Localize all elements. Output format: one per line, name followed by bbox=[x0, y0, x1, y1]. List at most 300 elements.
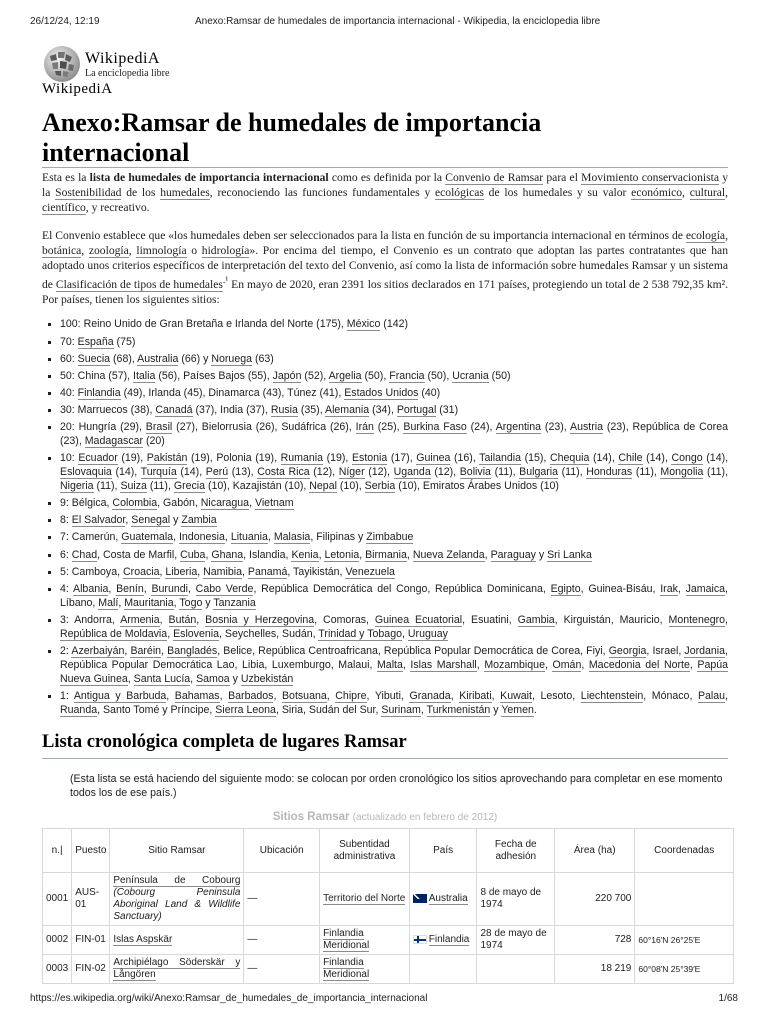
country-text: (10), bbox=[336, 480, 365, 493]
country-text: , bbox=[125, 514, 132, 527]
cell-coord-text: 60°16′N 26°25′E bbox=[638, 935, 701, 945]
country-text: , bbox=[267, 531, 274, 544]
country-text: , bbox=[420, 703, 427, 716]
country-link[interactable]: Congo bbox=[671, 452, 703, 465]
country-text: (23), República de Corea (23), bbox=[60, 421, 728, 448]
country-link[interactable]: Perú bbox=[205, 466, 229, 479]
country-text: , bbox=[196, 613, 206, 626]
country-link[interactable]: Zimbabue bbox=[366, 531, 414, 544]
header-puesto[interactable]: Puesto bbox=[72, 829, 110, 873]
country-link[interactable]: Rumania bbox=[280, 452, 323, 465]
country-link[interactable]: Botsuana bbox=[281, 689, 327, 702]
country-link[interactable]: Baréin bbox=[130, 644, 162, 657]
table-caption-title: Sitios Ramsar bbox=[272, 811, 350, 823]
country-link[interactable]: Zambia bbox=[181, 514, 217, 527]
cell-area bbox=[555, 955, 635, 984]
link-movimiento-conservacionista[interactable]: Movimiento conservacionista bbox=[581, 171, 719, 184]
cell-pais-link[interactable]: Australia bbox=[428, 893, 468, 904]
cell-pais[interactable] bbox=[409, 926, 477, 955]
country-link[interactable]: Letonia bbox=[324, 548, 360, 561]
cell-area bbox=[555, 926, 635, 955]
country-text: Hungría (29), bbox=[78, 421, 146, 434]
country-group-item bbox=[42, 613, 728, 641]
convention-text: El Convenio establece que «los humedales deben ser seleccionados para la lista en función de su importancia internacional en términos de bbox=[42, 228, 686, 242]
country-text: (17), bbox=[387, 452, 417, 465]
country-link[interactable]: Mauritania bbox=[124, 596, 174, 609]
country-link[interactable]: Armenia bbox=[120, 613, 160, 626]
link-economico[interactable]: económico bbox=[631, 186, 683, 200]
country-text: (10), Emiratos Árabes Unidos (10) bbox=[395, 480, 559, 493]
country-link[interactable]: Eslovenia bbox=[173, 627, 220, 640]
header-coordenadas[interactable]: Coordenadas bbox=[635, 829, 734, 873]
country-link[interactable]: Ucrania bbox=[452, 369, 489, 382]
print-page-number: 1/68 bbox=[718, 993, 738, 1004]
country-link[interactable]: Brasil bbox=[145, 421, 173, 434]
country-link[interactable]: Níger bbox=[338, 466, 365, 479]
country-text: , bbox=[197, 565, 204, 578]
country-text: (23), bbox=[541, 421, 570, 434]
country-text: , bbox=[219, 689, 229, 702]
print-header bbox=[30, 16, 738, 27]
country-link[interactable]: Bahamas bbox=[174, 689, 220, 702]
page-title: Anexo:Ramsar de humedales de importancia internacional bbox=[42, 108, 542, 167]
header-n[interactable]: n.| bbox=[43, 829, 72, 873]
cell-subentidad[interactable] bbox=[320, 955, 410, 984]
header-fecha[interactable]: Fecha de adhesión bbox=[477, 829, 555, 873]
country-link[interactable]: Jamaica bbox=[685, 582, 726, 595]
print-footer bbox=[30, 993, 738, 1004]
country-text: , Filipinas y bbox=[310, 531, 367, 544]
country-link[interactable]: Guinea Ecuatorial bbox=[374, 613, 463, 626]
country-text: , Guinea-Bisáu, bbox=[580, 582, 661, 595]
country-link[interactable]: Bosnia y Herzegovina bbox=[205, 613, 315, 626]
country-text: (11), bbox=[93, 480, 121, 493]
country-link[interactable]: Uganda bbox=[393, 466, 431, 479]
print-url: https://es.wikipedia.org/wiki/Anexo:Ramsar_de_humedales_de_importancia_internacional bbox=[30, 993, 428, 1004]
country-text: , bbox=[406, 548, 413, 561]
country-text: (16), bbox=[450, 452, 480, 465]
country-group-item bbox=[42, 644, 728, 686]
country-link[interactable]: Lituania bbox=[230, 531, 268, 544]
country-text: (11), bbox=[490, 466, 520, 479]
country-text: , bbox=[143, 582, 152, 595]
country-text: Reino Unido de Gran Bretaña e Irlanda del Norte bbox=[83, 318, 314, 331]
country-group-item bbox=[42, 548, 728, 562]
cell-puesto-text: AUS-01 bbox=[75, 887, 100, 910]
wikipedia-wordmark-secondary: WikipediA bbox=[42, 81, 113, 97]
country-link[interactable]: Panamá bbox=[247, 565, 288, 578]
intro-text: , bbox=[725, 186, 729, 200]
country-link[interactable]: Chad bbox=[71, 548, 98, 561]
country-text: (11), bbox=[703, 466, 729, 479]
table-caption bbox=[42, 811, 728, 823]
country-text: (13), bbox=[228, 466, 258, 479]
country-text: , República Popular Democrática Lao, Libia, Luxemburgo, Malaui, bbox=[60, 644, 728, 671]
country-link[interactable]: Ruanda bbox=[60, 703, 98, 716]
country-text: , Lesoto, bbox=[531, 689, 581, 702]
country-group-count: 4: bbox=[60, 582, 74, 595]
country-text: (14), bbox=[176, 466, 206, 479]
country-group-item bbox=[42, 496, 728, 510]
country-text: , bbox=[725, 613, 728, 626]
country-link[interactable]: Bolivia bbox=[459, 466, 491, 479]
cell-coord bbox=[635, 926, 734, 955]
country-link[interactable]: Argentina bbox=[495, 421, 542, 434]
convention-text: En mayo de 2020, eran 2391 los sitios declarados en 171 países, protegiendo un total de 2 538 792,35 km². Por países, tienen los siguientes sitios: bbox=[42, 278, 729, 307]
country-link[interactable]: Malí bbox=[98, 596, 119, 609]
country-link[interactable]: Cabo Verde bbox=[195, 582, 254, 595]
country-text: , Belice, República Centroafricana, República Popular Democrática de Corea, Fiyi, bbox=[217, 644, 609, 657]
country-link[interactable]: Islas Marshall bbox=[410, 658, 477, 671]
cell-puesto bbox=[72, 873, 110, 926]
country-link[interactable]: Samoa bbox=[196, 672, 230, 685]
cell-sitio[interactable] bbox=[110, 873, 244, 926]
cell-sitio[interactable] bbox=[110, 955, 244, 984]
country-link[interactable]: Nepal bbox=[309, 480, 337, 493]
country-link[interactable]: Paraguay bbox=[490, 548, 536, 561]
intro-text: , bbox=[682, 186, 690, 200]
country-link[interactable]: Santa Lucía bbox=[133, 672, 191, 685]
country-text: , bbox=[476, 658, 485, 671]
country-link[interactable]: México bbox=[346, 318, 381, 331]
cell-area-text: 220 700 bbox=[595, 893, 632, 904]
country-link[interactable]: Burkina Faso bbox=[403, 421, 467, 434]
country-link[interactable]: Irán bbox=[355, 421, 374, 434]
country-text: , bbox=[118, 596, 125, 609]
intro-text: y la bbox=[42, 171, 728, 200]
country-link[interactable]: Macedonia del Norte bbox=[588, 658, 690, 671]
link-humedales[interactable]: humedales bbox=[160, 186, 210, 200]
country-link[interactable]: Noruega bbox=[211, 352, 252, 365]
intro-text: para el bbox=[543, 171, 582, 184]
country-link[interactable]: Ghana bbox=[211, 548, 244, 561]
cell-subentidad[interactable] bbox=[320, 873, 410, 926]
country-link[interactable]: Kiribati bbox=[459, 689, 492, 702]
reference-1[interactable]: .¹ bbox=[222, 275, 229, 287]
country-group-item bbox=[42, 403, 728, 417]
country-link[interactable]: Bangladés bbox=[167, 644, 218, 657]
country-link[interactable]: Grecia bbox=[173, 480, 206, 493]
finland-flag-icon bbox=[413, 935, 427, 944]
country-text: Camboya, bbox=[71, 565, 124, 578]
country-text: (10), Kazajistán (10), bbox=[205, 480, 310, 493]
country-link[interactable]: Egipto bbox=[550, 582, 581, 595]
cell-ubicacion-text: — bbox=[247, 893, 258, 904]
country-text: , Islandia, bbox=[243, 548, 292, 561]
country-link[interactable]: Guatemala bbox=[121, 531, 174, 544]
country-text: (175), bbox=[313, 318, 347, 331]
country-link[interactable]: Irak bbox=[660, 582, 678, 595]
country-link[interactable]: Ecuador bbox=[78, 452, 118, 465]
cell-ubicacion bbox=[244, 873, 320, 926]
country-link[interactable]: Serbia bbox=[364, 480, 396, 493]
country-text: (14), bbox=[702, 452, 729, 465]
cell-pais-link[interactable]: Finlandia bbox=[428, 934, 470, 945]
country-group-count: 5: bbox=[60, 565, 72, 578]
country-link[interactable]: Honduras bbox=[586, 466, 633, 479]
country-link[interactable]: Austria bbox=[570, 421, 603, 434]
country-link[interactable]: Uzbekistán bbox=[240, 672, 294, 685]
country-link[interactable]: República de Moldavia bbox=[60, 627, 168, 640]
country-link[interactable]: Antigua y Barbuda bbox=[73, 689, 167, 702]
country-link[interactable]: Nueva Zelanda bbox=[412, 548, 485, 561]
country-group-count: 10: bbox=[60, 452, 79, 465]
cell-subentidad[interactable] bbox=[320, 926, 410, 955]
country-link[interactable]: Nicaragua bbox=[200, 497, 250, 510]
country-link[interactable]: Pakistán bbox=[146, 452, 188, 465]
country-link[interactable]: Granada bbox=[409, 689, 451, 702]
country-link[interactable]: Suecia bbox=[77, 352, 111, 365]
country-text: (56), Países Bajos (55), bbox=[155, 369, 273, 382]
country-link[interactable]: Senegal bbox=[131, 514, 171, 527]
country-link[interactable]: Alemania bbox=[325, 403, 370, 416]
country-link[interactable]: Chequia bbox=[549, 452, 590, 465]
intro-text: , reconociendo las funciones fundamentales y bbox=[209, 186, 435, 200]
country-link[interactable]: España bbox=[77, 335, 114, 348]
country-link[interactable]: Kenia bbox=[291, 548, 319, 561]
country-link[interactable]: Sierra Leona bbox=[215, 703, 276, 716]
cell-pais[interactable] bbox=[409, 955, 477, 984]
link-cientifico[interactable]: científico bbox=[42, 201, 86, 215]
country-link[interactable]: Japón bbox=[272, 369, 302, 382]
cell-n-text: 0003 bbox=[46, 963, 69, 974]
link-limnologia[interactable]: limnología bbox=[136, 243, 187, 257]
country-text: , bbox=[159, 613, 169, 626]
intro-paragraph bbox=[42, 170, 728, 216]
cell-n bbox=[43, 955, 72, 984]
country-group-item bbox=[42, 565, 728, 579]
country-text: y bbox=[535, 548, 548, 561]
link-ecologicas[interactable]: ecológicas bbox=[435, 186, 484, 200]
convention-text: o bbox=[186, 243, 202, 257]
country-link[interactable]: Venezuela bbox=[345, 565, 395, 578]
country-text: , bbox=[326, 689, 336, 702]
cell-sitio-note: (Cobourg Peninsula Aboriginal Land & Wildlife Sanctuary) bbox=[113, 887, 241, 922]
cell-subentidad-link[interactable]: Territorio del Norte bbox=[323, 893, 406, 904]
cell-n bbox=[43, 926, 72, 955]
link-clasificacion-humedales[interactable]: Clasificación de tipos de humedales bbox=[55, 278, 223, 292]
country-link[interactable]: Estados Unidos bbox=[344, 386, 419, 399]
cell-fecha bbox=[477, 955, 555, 984]
country-text: , bbox=[402, 627, 408, 640]
country-link[interactable]: Chile bbox=[618, 452, 643, 465]
country-link[interactable]: Liechtenstein bbox=[580, 689, 644, 702]
link-ecologia[interactable]: ecología bbox=[685, 228, 726, 242]
country-link[interactable]: Surinam bbox=[381, 703, 421, 716]
header-ubicacion[interactable]: Ubicación bbox=[244, 829, 320, 873]
cell-sitio-link[interactable]: Península de Cobourg bbox=[113, 875, 241, 886]
country-link[interactable]: Australia bbox=[137, 352, 179, 365]
intro-bold: lista de humedales de importancia internacional bbox=[89, 171, 329, 184]
country-group-count: 6: bbox=[60, 548, 72, 561]
country-group-item bbox=[42, 530, 728, 544]
wikipedia-globe-icon bbox=[42, 44, 82, 84]
country-link[interactable]: Burundi bbox=[151, 582, 188, 595]
country-text: , bbox=[359, 548, 366, 561]
country-link[interactable]: Yemen bbox=[501, 703, 534, 716]
cell-subentidad-link[interactable]: Finlandia Meridional bbox=[323, 928, 370, 951]
cell-subentidad-link[interactable]: Finlandia Meridional bbox=[323, 957, 370, 980]
country-link[interactable]: Croacia bbox=[123, 565, 160, 578]
header-area[interactable]: Área (ha) bbox=[555, 829, 635, 873]
country-link[interactable]: Albania bbox=[73, 582, 109, 595]
intro-text: , y recreativo. bbox=[85, 201, 150, 215]
country-text: (25), bbox=[373, 421, 404, 434]
country-text: , República Democrática del Congo, República Dominicana, bbox=[253, 582, 551, 595]
country-text: (63) bbox=[252, 352, 274, 365]
cell-pais[interactable] bbox=[409, 873, 477, 926]
cell-area bbox=[555, 873, 635, 926]
country-text: (11), bbox=[146, 480, 174, 493]
country-link[interactable]: Finlandia bbox=[77, 386, 121, 399]
country-link[interactable]: Guinea bbox=[416, 452, 451, 465]
country-text: (19), Polonia (19), bbox=[187, 452, 281, 465]
link-botanica[interactable]: botánica bbox=[42, 243, 82, 257]
country-link[interactable]: Mozambique bbox=[484, 658, 545, 671]
country-link[interactable]: Papúa Nueva Guinea bbox=[60, 658, 729, 685]
country-link[interactable]: Namibia bbox=[203, 565, 242, 578]
country-link[interactable]: Barbados bbox=[228, 689, 274, 702]
country-text: (49), Irlanda (45), Dinamarca (43), Túnez (41), bbox=[120, 386, 345, 399]
country-group-item bbox=[42, 451, 728, 493]
intro-text: de los bbox=[121, 186, 161, 200]
country-link[interactable]: Azerbaiyán bbox=[71, 644, 125, 657]
table-row bbox=[43, 955, 734, 984]
country-link[interactable]: Bután bbox=[168, 613, 197, 626]
country-text: (14), bbox=[111, 466, 141, 479]
country-link[interactable]: Sri Lanka bbox=[547, 548, 592, 561]
country-text: y bbox=[170, 514, 182, 527]
country-link[interactable]: Turkmenistán bbox=[426, 703, 491, 716]
country-link[interactable]: Turquía bbox=[140, 466, 177, 479]
country-link[interactable]: Chipre bbox=[335, 689, 367, 702]
country-text: , Siria, Sudán del Sur, bbox=[275, 703, 382, 716]
country-text: , bbox=[318, 548, 325, 561]
country-text: (12), bbox=[309, 466, 339, 479]
country-text: , bbox=[491, 689, 501, 702]
country-link[interactable]: Gambia bbox=[517, 613, 555, 626]
country-link[interactable]: Vietnam bbox=[254, 497, 294, 510]
country-link[interactable]: Togo bbox=[179, 596, 203, 609]
cell-fecha bbox=[477, 873, 555, 926]
country-text: , bbox=[190, 672, 197, 685]
ramsar-sites-table bbox=[42, 828, 734, 984]
cell-puesto bbox=[72, 955, 110, 984]
country-text: (52), bbox=[301, 369, 329, 382]
country-group-count: 8: bbox=[60, 514, 72, 527]
country-link[interactable]: Madagascar bbox=[84, 435, 144, 448]
country-text: (11), bbox=[558, 466, 587, 479]
country-link[interactable]: Costa Rica bbox=[257, 466, 310, 479]
header-subentidad[interactable]: Subentidad administrativa bbox=[320, 829, 410, 873]
country-text: , bbox=[725, 689, 729, 702]
link-zoologia[interactable]: zoología bbox=[88, 243, 129, 257]
country-link[interactable]: Argelia bbox=[328, 369, 362, 382]
country-text: , Comoras, bbox=[314, 613, 375, 626]
country-link[interactable]: Trinidad y Tobago bbox=[318, 627, 402, 640]
header-sitio[interactable]: Sitio Ramsar bbox=[110, 829, 244, 873]
country-text: , bbox=[161, 644, 168, 657]
country-text: , bbox=[187, 582, 196, 595]
country-link[interactable]: Suiza bbox=[120, 480, 147, 493]
country-text: (34), bbox=[369, 403, 397, 416]
country-link[interactable]: Italia bbox=[133, 369, 156, 382]
country-link[interactable]: Kuwait bbox=[500, 689, 532, 702]
country-link[interactable]: Bulgaria bbox=[519, 466, 559, 479]
country-link[interactable]: Rusia bbox=[270, 403, 298, 416]
country-link[interactable]: Tailandia bbox=[479, 452, 521, 465]
cell-coord bbox=[635, 873, 734, 926]
country-link[interactable]: Birmania bbox=[365, 548, 407, 561]
cell-puesto-text: FIN-01 bbox=[75, 934, 106, 945]
wikipedia-logo[interactable] bbox=[42, 44, 242, 96]
country-text: (50), bbox=[424, 369, 453, 382]
country-text: (20) bbox=[143, 435, 165, 448]
country-link[interactable]: Benín bbox=[116, 582, 144, 595]
country-link[interactable]: Tanzania bbox=[213, 596, 256, 609]
country-text: (50) bbox=[488, 369, 511, 382]
country-link[interactable]: Indonesia bbox=[178, 531, 225, 544]
country-text: , bbox=[249, 497, 255, 510]
country-link[interactable]: Mongolia bbox=[660, 466, 704, 479]
country-link[interactable]: Georgia bbox=[608, 644, 647, 657]
cell-ubicacion-text: — bbox=[247, 963, 258, 974]
cell-n-text: 0002 bbox=[46, 934, 69, 945]
country-text: , Costa de Marfil, bbox=[97, 548, 181, 561]
country-text: , bbox=[224, 531, 231, 544]
country-link[interactable]: Nigeria bbox=[60, 480, 94, 493]
country-link[interactable]: Uruguay bbox=[407, 627, 448, 640]
australia-flag-icon bbox=[413, 894, 427, 903]
wikipedia-tagline: La enciclopedia libre bbox=[85, 68, 170, 79]
country-link[interactable]: Malta bbox=[376, 658, 403, 671]
cell-sitio-link[interactable]: Archipiélago Söderskär y Långören bbox=[113, 957, 241, 980]
link-hidrologia[interactable]: hidrología bbox=[201, 243, 250, 257]
cell-ubicacion bbox=[244, 955, 320, 984]
link-cultural[interactable]: cultural bbox=[689, 186, 726, 200]
country-link[interactable]: Montenegro bbox=[668, 613, 726, 626]
country-link[interactable]: Francia bbox=[389, 369, 425, 382]
country-text: , bbox=[581, 658, 589, 671]
cell-sitio[interactable] bbox=[110, 926, 244, 955]
country-link[interactable]: Cuba bbox=[180, 548, 206, 561]
header-pais[interactable]: País bbox=[409, 829, 477, 873]
article-content bbox=[42, 167, 728, 720]
country-link[interactable]: Colombia bbox=[112, 497, 158, 510]
country-link[interactable]: Palau bbox=[697, 689, 726, 702]
country-group-count: 70: bbox=[60, 335, 78, 348]
country-link[interactable]: Portugal bbox=[396, 403, 437, 416]
country-link[interactable]: El Salvador bbox=[71, 514, 126, 527]
country-link[interactable]: Omán bbox=[552, 658, 582, 671]
country-text: , bbox=[402, 658, 411, 671]
country-link[interactable]: Liberia bbox=[165, 565, 198, 578]
country-link[interactable]: Canadá bbox=[155, 403, 193, 416]
country-text: , bbox=[689, 658, 698, 671]
country-group-count: 50: bbox=[60, 369, 78, 382]
link-convenio-ramsar[interactable]: Convenio de Ramsar bbox=[445, 171, 544, 184]
country-text: (14), bbox=[589, 452, 619, 465]
country-link[interactable]: Jordania bbox=[684, 644, 726, 657]
country-link[interactable]: Eslovaquia bbox=[60, 466, 112, 479]
country-link[interactable]: Malasia bbox=[273, 531, 311, 544]
country-text: , bbox=[484, 548, 491, 561]
country-link[interactable]: Estonia bbox=[351, 452, 388, 465]
country-text: , bbox=[241, 565, 248, 578]
link-sostenibilidad[interactable]: Sostenibilidad bbox=[55, 186, 122, 200]
country-text: , bbox=[450, 689, 460, 702]
cell-sitio-link[interactable]: Islas Aspskär bbox=[113, 934, 173, 945]
